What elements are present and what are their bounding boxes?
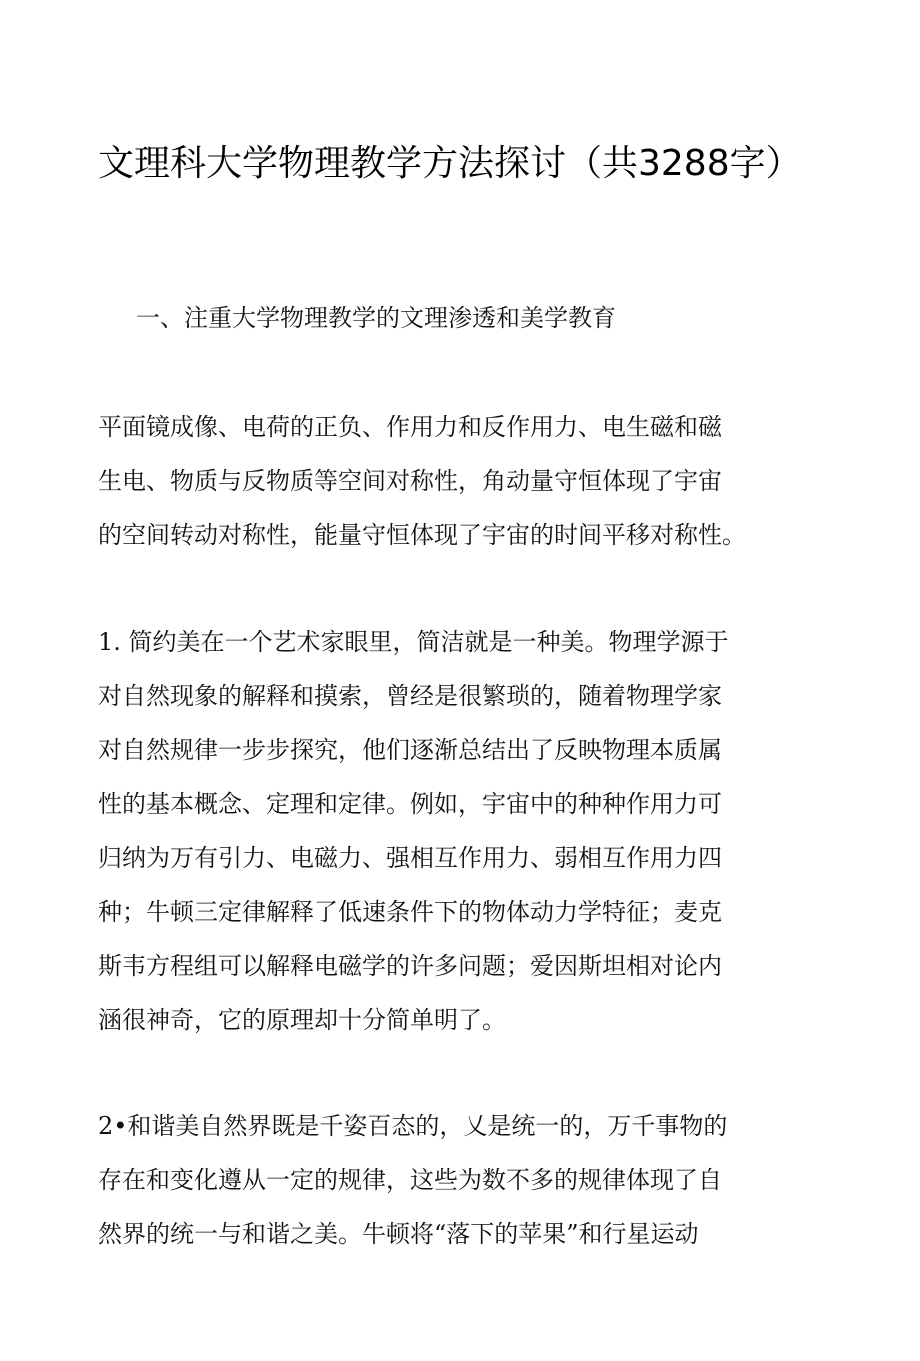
paragraph-line: 涵很神奇，它的原理却十分简单明了。 [98,1006,506,1034]
paragraph-line: 生电、物质与反物质等空间对称性，角动量守恒体现了宇宙 [98,467,722,495]
paragraph-line: 斯韦方程组可以解释电磁学的许多问题；爱因斯坦相对论内 [98,952,722,980]
paragraph-line: 对自然现象的解释和摸索，曾经是很繁琐的，随着物理学家 [98,682,722,710]
document-title: 文理科大学物理教学方法探讨（共3288字） [98,143,802,184]
paragraph-line: 然界的统一与和谐之美。牛顿将“落下的苹果”和行星运动 [98,1220,699,1248]
paragraph-line: 归纳为万有引力、电磁力、强相互作用力、弱相互作用力四 [98,844,722,872]
paragraph-line: 的空间转动对称性，能量守恒体现了宇宙的时间平移对称性。 [98,521,746,549]
paragraph-line: 种；牛顿三定律解释了低速条件下的物体动力学特征；麦克 [98,898,722,926]
paragraph-line: 对自然规律一步步探究，他们逐渐总结出了反映物理本质属 [98,736,722,764]
paragraph-symmetry [98,400,788,562]
paragraph-harmony-beauty [98,1099,788,1261]
section-heading: 一、注重大学物理教学的文理渗透和美学教育 [136,304,616,332]
paragraph-line: 1. 简约美在一个艺术家眼里，简洁就是一种美。物理学源于 [98,628,729,656]
paragraph-line: 存在和变化遵从一定的规律，这些为数不多的规律体现了自 [98,1166,722,1194]
paragraph-line: 平面镜成像、电荷的正负、作用力和反作用力、电生磁和磁 [98,413,722,441]
paragraph-line: 2•和谐美自然界既是千姿百态的，乂是统一的，万千事物的 [98,1112,728,1140]
paragraph-line: 性的基本概念、定理和定律。例如，宇宙中的种种作用力可 [98,790,722,818]
paragraph-simplicity-beauty [98,615,788,1047]
